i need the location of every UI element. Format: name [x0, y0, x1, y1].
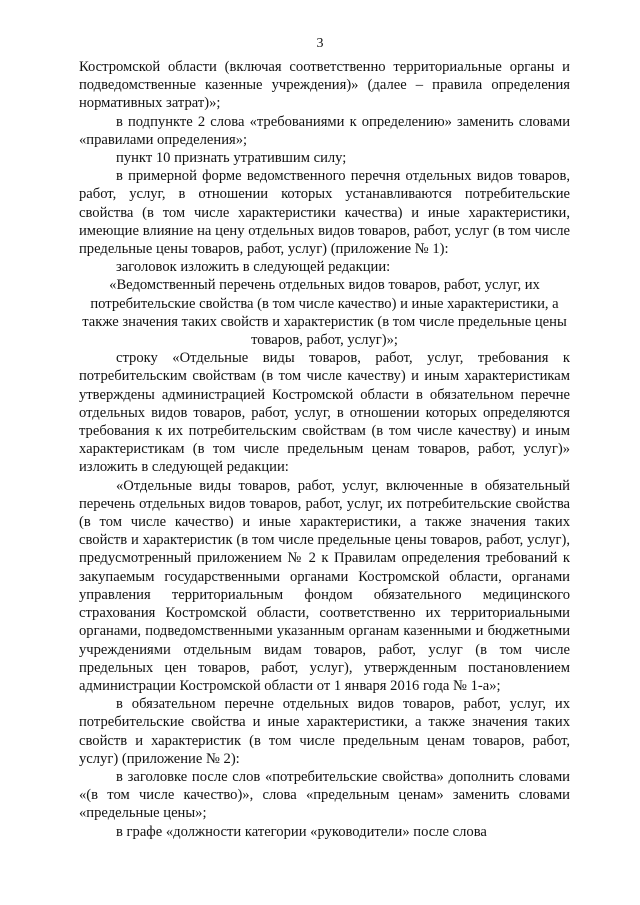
paragraph: пункт 10 признать утратившим силу;: [116, 150, 347, 167]
paragraph: в графе «должности категории «руководители» после слова: [116, 823, 487, 840]
paragraph: в примерной форме ведомственного перечня отдельных видов товаров, работ, услуг, в отношении которых устанавливаются потребительские свойства (в том числе характеристики качества) и иные характеристики, имеющие влияние на цену отдельных видов товаров, работ, услуг (в том числе предельные цены товаров, работ, услуг) (приложение № 1):: [79, 168, 570, 258]
paragraph: в подпункте 2 слова «требованиями к определению» заменить словами «правилами определения»;: [79, 113, 570, 148]
paragraph: в обязательном перечне отдельных видов товаров, работ, услуг, их потребительские свойства и иные характеристики, а также значения таких свойств и характеристик (в том числе предельным ценам товаров, работ, услуг) (приложение № 2):: [79, 696, 570, 767]
page-number: 3: [316, 36, 324, 51]
paragraph: «Отдельные виды товаров, работ, услуг, включенные в обязательный перечень отдельных видов товаров, работ, услуг, их потребительские свойства (в том числе качество) и иные характеристики, а также значения таких свойств и характеристик (в том числе предельные цены товаров, работ, услуг), предусмотренный приложением № 2 к Правилам определения требований к закупаемым государственными органами Костромской области, органами управления территориальным фондом обязательного медицинского страхования Костромской области, соответственно их территориальными органами, подведомственными указанным органам казенными и бюджетными учреждениями отдельным видам товаров, работ, услуг (в том числе предельных цен товаров, работ, услуг), утвержденным постановлением администрации Костромской области от 1 января 2016 года № 1-а»;: [79, 477, 570, 694]
quoted-heading: «Ведомственный перечень отдельных видов товаров, работ, услуг, их потребительские свойства (в том числе качество) и иные характеристики, а также значения таких свойств и характеристик (в том числе предельные цены товаров, работ, услуг)»;: [82, 277, 567, 349]
paragraph: заголовок изложить в следующей редакции:: [116, 259, 391, 276]
paragraph: строку «Отдельные виды товаров, работ, услуг, требования к потребительским свойствам (в том числе качеству) и иным характеристикам утверждены администрацией Костромской области в обязательном перечне отдельных видов товаров, работ, услуг, в отношении которых определяются требования к их потребительским свойствам (в том числе качеству) и иным характеристикам (в том числе предельным ценам товаров, работ, услуг)» изложить в следующей редакции:: [79, 350, 570, 476]
paragraph: в заголовке после слов «потребительские свойства» дополнить словами «(в том числе качество)», слова «предельным ценам» заменить словами «предельные цены»;: [79, 768, 570, 822]
paragraph: Костромской области (включая соответственно территориальные органы и подведомственные казенные учреждения)» (далее – правила определения нормативных затрат)»;: [79, 59, 570, 112]
document-body: [79, 58, 570, 841]
